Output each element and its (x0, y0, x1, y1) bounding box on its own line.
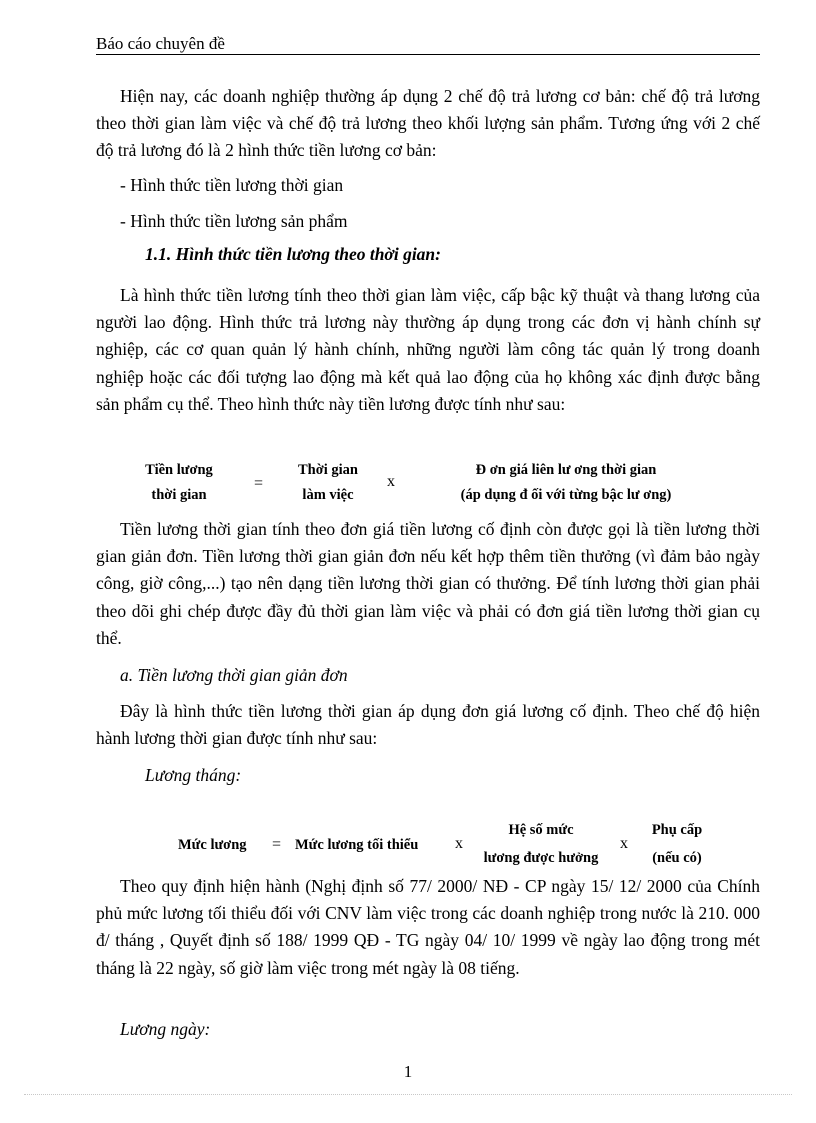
page-header: Báo cáo chuyên đề (96, 34, 760, 55)
formula2-term2-line1: Hệ số mức (508, 822, 574, 838)
bullet-time-wage: - Hình thức tiền lương thời gian (120, 175, 344, 195)
section-paragraph-1: Là hình thức tiền lương tính theo thời gian làm việc, cấp bậc kỹ thuật và thang lương của người lao động. Hình thức trả lương này thường áp dụng trong các đơn vị hành chính sự nghiệp, các cơ quan quản lý hành chính, những người làm công tác quản lý trong doanh nghiệp hoặc các đối tượng lao động mà kết quả lao động của họ không xác định được bằng sản phẩm cụ thể. Theo hình thức này tiền lương được tính như sau: (96, 285, 760, 414)
bullet-product-wage: - Hình thức tiền lương sản phẩm (120, 211, 348, 231)
regulation-paragraph: Theo quy định hiện hành (Nghị định số 77/ 2000/ NĐ - CP ngày 15/ 12/ 2000 của Chính phủ mức lương tối thiểu đối với CNV làm việc trong các doanh nghiệp trong nước là 210. 000 đ/ tháng , Quyết định số 188/ 1999 QĐ - TG ngày 04/ 10/ 1999 về ngày lao động trong mét tháng là 22 ngày, số giờ làm việc trong mét ngày là 08 tiếng. (96, 876, 760, 978)
monthly-wage-label: Lương tháng: (145, 765, 242, 785)
formula1-term1-line1: Thời gian (297, 462, 358, 478)
formula1-term2-line1: Đ ơn giá liên lư ơng thời gian (475, 462, 657, 478)
formula1-equals: = (254, 475, 264, 492)
footer-divider (24, 1094, 792, 1095)
formula1-term1-line2: làm việc (302, 487, 354, 503)
formula2-term2-line2: lương được hưởng (483, 850, 599, 866)
formula1-lhs-line2: thời gian (151, 487, 207, 503)
formula1-term2-line2: (áp dụng đ ối với từng bậc lư ơng) (460, 487, 672, 503)
formula2-lhs: Mức lương (178, 837, 247, 853)
subsection-a-title: a. Tiền lương thời gian giản đơn (120, 665, 348, 685)
intro-paragraph: Hiện nay, các doanh nghiệp thường áp dụng 2 chế độ trả lương cơ bản: chế độ trả lương theo thời gian làm việc và chế độ trả lương theo khối lượng sản phẩm. Tương ứng với 2 chế độ trả lương đó là 2 hình thức tiền lương cơ bản: (96, 86, 760, 161)
formula2-equals: = (272, 836, 282, 853)
subsection-a-paragraph: Đây là hình thức tiền lương thời gian áp dụng đơn giá lương cố định. Theo chế độ hiện hành lương thời gian được tính như sau: (96, 701, 760, 749)
formula2-multiply-1: x (455, 835, 463, 852)
formula2-term3-line2: (nếu có) (652, 850, 702, 866)
formula1-lhs-line1: Tiền lương (145, 462, 213, 478)
page-number: 1 (403, 1062, 413, 1081)
formula2-term1: Mức lương tối thiểu (295, 837, 419, 853)
section-paragraph-2: Tiền lương thời gian tính theo đơn giá tiền lương cố định còn được gọi là tiền lương thời gian giản đơn. Tiền lương thời gian giản đơn nếu kết hợp thêm tiền thưởng (vì đảm bảo ngày công, giờ công,...) tạo nên dạng tiền lương thời gian có thưởng. Để tính lương thời gian phải theo dõi ghi chép được đầy đủ thời gian làm việc và phải có đơn giá tiền lương thời gian cụ thể. (96, 519, 760, 648)
section-heading: 1.1. Hình thức tiền lương theo thời gian: (145, 244, 441, 264)
formula2-term3-line1: Phụ cấp (651, 822, 703, 838)
formula1-multiply: x (387, 473, 395, 490)
formula2-multiply-2: x (620, 835, 628, 852)
daily-wage-label: Lương ngày: (120, 1019, 211, 1039)
